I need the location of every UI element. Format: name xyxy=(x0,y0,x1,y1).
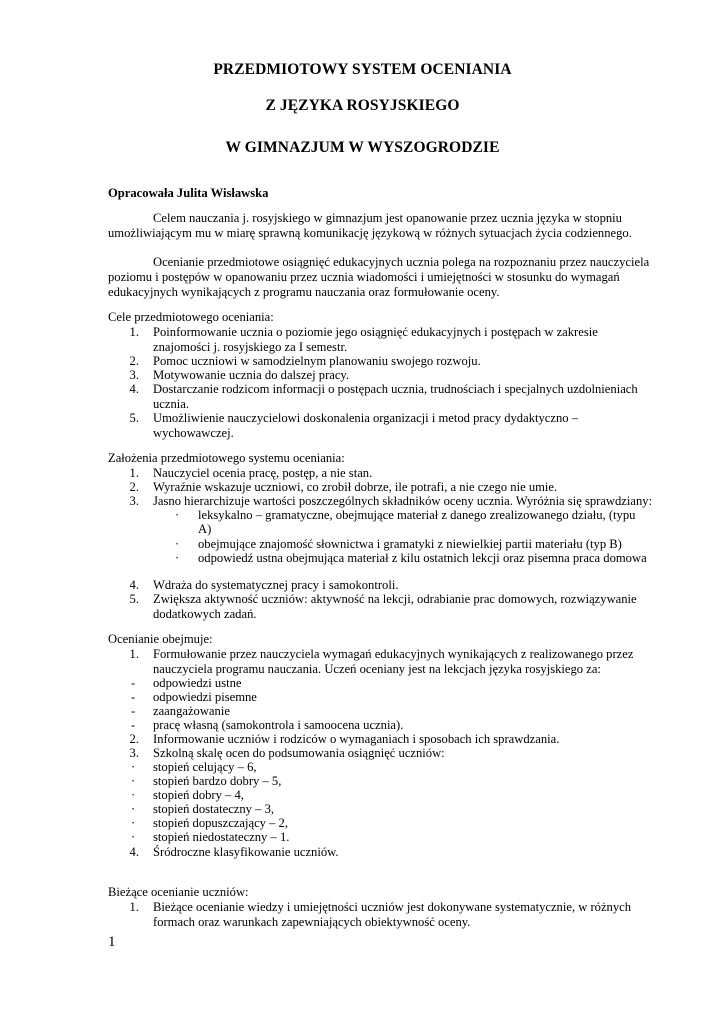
dash-marker: - xyxy=(131,704,136,718)
goals-item-5-line-1: Umożliwienie nauczycielowi doskonalenia organizacji i metod pracy dydaktyczno – xyxy=(153,411,579,425)
assumptions-item-5-line-2: dodatkowych zadań. xyxy=(153,607,257,621)
scope-dash-item-4: pracę własną (samokontrola i samoocena ucznia). xyxy=(153,718,404,732)
assumptions-item-2: Wyraźnie wskazuje uczniowi, co zrobił dobrze, ile potrafi, a nie czego nie umie. xyxy=(153,480,558,494)
current-heading: Bieżące ocenianie uczniów: xyxy=(108,885,249,899)
list-number: 1. xyxy=(129,647,139,661)
grade-item-2: stopień bardzo dobry – 5, xyxy=(153,774,282,788)
author-line: Opracowała Julita Wisławska xyxy=(108,186,269,200)
grade-item-1: stopień celujący – 6, xyxy=(153,760,257,774)
goals-item-5-line-2: wychowawczej. xyxy=(153,426,234,440)
scope-heading: Ocenianie obejmuje: xyxy=(108,632,213,646)
assumptions-item-4: Wdraża do systematycznej pracy i samokontroli. xyxy=(153,578,399,592)
test-type-2: obejmujące znajomość słownictwa i gramatyki z niewielkiej partii materiału (typ B) xyxy=(198,537,622,551)
list-number: 5. xyxy=(129,592,139,606)
scope-dash-item-1: odpowiedzi ustne xyxy=(153,676,242,690)
current-item-1-line-1: Bieżące ocenianie wiedzy i umiejętności uczniów jest dokonywane systematycznie, w różnych xyxy=(153,900,632,914)
goals-item-4-line-1: Dostarczanie rodzicom informacji o postępach ucznia, trudnościach i specjalnych uzdolnieniach xyxy=(153,382,638,396)
bullet-marker: · xyxy=(131,760,136,774)
bullet-marker: · xyxy=(131,788,136,802)
assumptions-item-3: Jasno hierarchizuje wartości poszczególnych składników oceny ucznia. Wyróżnia się sprawdziany: xyxy=(153,494,653,508)
goals-item-3: Motywowanie ucznia do dalszej pracy. xyxy=(153,368,350,382)
bullet-marker: · xyxy=(175,551,180,565)
assumptions-heading: Założenia przedmiotowego systemu oceniania: xyxy=(108,451,345,465)
list-number: 3. xyxy=(129,746,139,760)
current-item-1-line-2: formach oraz warunkach zapewniających obiektywność oceny. xyxy=(153,915,471,929)
grade-item-6: stopień niedostateczny – 1. xyxy=(153,830,290,844)
scope-dash-item-2: odpowiedzi pisemne xyxy=(153,690,257,704)
grade-item-3: stopień dobry – 4, xyxy=(153,788,244,802)
page-number: 1 xyxy=(108,934,116,950)
scope-item-2: Informowanie uczniów i rodziców o wymaganiach i sposobach ich sprawdzania. xyxy=(153,732,560,746)
scope-item-1-line-2: nauczyciela programu nauczania. Uczeń oceniany jest na lekcjach języka rosyjskiego za: xyxy=(153,662,601,676)
assumptions-item-1: Nauczyciel ocenia pracę, postęp, a nie stan. xyxy=(153,466,373,480)
grade-item-4: stopień dostateczny – 3, xyxy=(153,802,275,816)
grade-item-5: stopień dopuszczający – 2, xyxy=(153,816,288,830)
list-number: 5. xyxy=(129,411,139,425)
intro-paragraph-1-line-1: Celem nauczania j. rosyjskiego w gimnazjum jest opanowanie przez ucznia języka w stopniu xyxy=(153,211,622,225)
bullet-marker: · xyxy=(131,830,136,844)
document-title-line-3: W GIMNAZJUM W WYSZOGRODZIE xyxy=(225,139,500,156)
bullet-marker: · xyxy=(131,802,136,816)
list-number: 1. xyxy=(129,466,139,480)
goals-item-1-line-1: Poinformowanie ucznia o poziomie jego osiągnięć edukacyjnych i postępach w zakresie xyxy=(153,325,598,339)
list-number: 1. xyxy=(129,900,139,914)
goals-item-2: Pomoc uczniowi w samodzielnym planowaniu swojego rozwoju. xyxy=(153,354,481,368)
test-type-1-line-2: A) xyxy=(198,522,212,536)
scope-item-1-line-1: Formułowanie przez nauczyciela wymagań edukacyjnych wynikających z realizowanego przez xyxy=(153,647,634,661)
test-type-3: odpowiedź ustna obejmująca materiał z kilu ostatnich lekcji oraz pisemna praca domowa xyxy=(198,551,647,565)
list-number: 4. xyxy=(129,382,139,396)
dash-marker: - xyxy=(131,718,136,732)
scope-item-3: Szkolną skalę ocen do podsumowania osiągnięć uczniów: xyxy=(153,746,445,760)
list-number: 2. xyxy=(129,354,139,368)
list-number: 1. xyxy=(129,325,139,339)
document-title-line-2: Z JĘZYKA ROSYJSKIEGO xyxy=(265,97,460,114)
assumptions-item-5-line-1: Zwiększa aktywność uczniów: aktywność na lekcji, odrabianie prac domowych, rozwiązywanie xyxy=(153,592,637,606)
goals-heading: Cele przedmiotowego oceniania: xyxy=(108,310,274,324)
bullet-marker: · xyxy=(175,508,180,522)
list-number: 4. xyxy=(129,578,139,592)
bullet-marker: · xyxy=(131,774,136,788)
list-number: 2. xyxy=(129,732,139,746)
test-type-1-line-1: leksykalno – gramatyczne, obejmujące materiał z danego zrealizowanego działu, (typu xyxy=(198,508,636,522)
bullet-marker: · xyxy=(131,816,136,830)
goals-item-1-line-2: znajomości j. rosyjskiego za I semestr. xyxy=(153,340,348,354)
goals-item-4-line-2: ucznia. xyxy=(153,397,190,411)
scope-item-4: Śródroczne klasyfikowanie uczniów. xyxy=(153,845,339,859)
intro-paragraph-2-line-2: poziomu i postępów w opanowaniu przez ucznia wiadomości i umiejętności w stosunku do wymagań xyxy=(108,270,620,284)
intro-paragraph-1-line-2: umożliwiającym mu w miarę sprawną komunikację językową w różnych sytuacjach życia codziennego. xyxy=(108,226,632,240)
list-number: 3. xyxy=(129,368,139,382)
list-number: 2. xyxy=(129,480,139,494)
dash-marker: - xyxy=(131,690,136,704)
document-title-line-1: PRZEDMIOTOWY SYSTEM OCENIANIA xyxy=(213,61,512,78)
bullet-marker: · xyxy=(175,537,180,551)
list-number: 3. xyxy=(129,494,139,508)
scope-dash-item-3: zaangażowanie xyxy=(153,704,230,718)
list-number: 4. xyxy=(129,845,139,859)
dash-marker: - xyxy=(131,676,136,690)
intro-paragraph-2-line-3: edukacyjnych wynikających z programu nauczania oraz formułowanie oceny. xyxy=(108,285,500,299)
intro-paragraph-2-line-1: Ocenianie przedmiotowe osiągnięć edukacyjnych ucznia polega na rozpoznaniu przez nauczyciela xyxy=(153,255,650,269)
